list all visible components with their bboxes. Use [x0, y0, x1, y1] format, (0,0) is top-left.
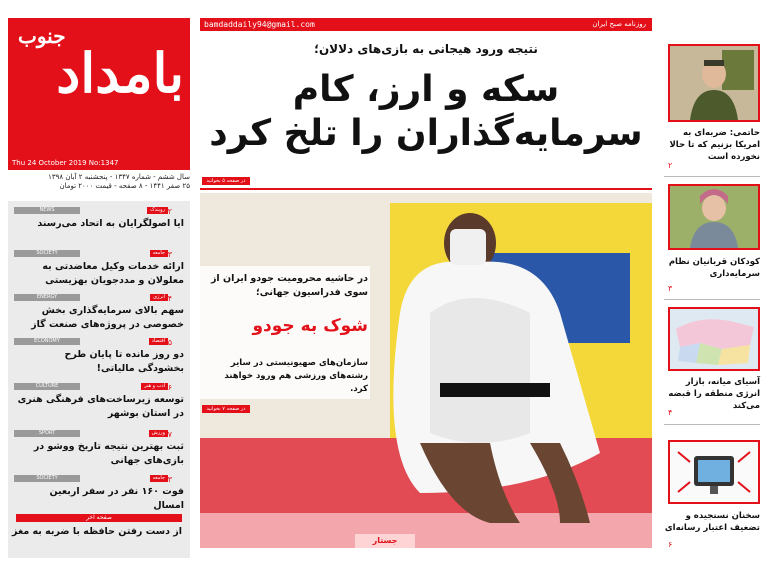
sidebar-page-number: ۴ [668, 408, 673, 417]
brief-title: سهم بالای سرمایه‌گذاری بخش خصوصی در پروژه‌های صنعت گاز [31, 305, 184, 330]
sidebar-story-title[interactable]: کودکان قربانیان نظام سرمایه‌داری [668, 257, 760, 279]
brief-page-number: ۲ [167, 207, 172, 216]
newspaper-slogan: روزنامه صبح ایران [592, 20, 646, 28]
brief-category: انرژی [150, 294, 168, 301]
photo-story-body: سازمان‌های صهیونیستی در سایر رشته‌های ورزشی هم ورود خواهند کرد. [224, 358, 368, 394]
masthead [8, 18, 190, 170]
brief-title: فوت ۱۶۰ نفر در سفر اربعین امسال [49, 486, 184, 511]
brief-category: جامعه [150, 475, 168, 482]
sidebar-image-tv[interactable] [668, 440, 760, 504]
brief-category: ورزش [149, 430, 168, 437]
last-page-title[interactable]: از دست رفتن حافظه با ضربه به مغز [12, 526, 182, 537]
brief-tag: CULTURE [14, 383, 80, 390]
photo-story-title[interactable]: شوک به جودو [252, 316, 368, 336]
minister-photo-icon [670, 46, 758, 120]
divider [664, 176, 760, 177]
sidebar-story-title[interactable]: سخنان نسنجیده و تضعیف اعتبار رسانه‌ای [664, 511, 760, 533]
sidebar-page-number: ۳ [668, 284, 673, 293]
brief-category: جامعه [150, 250, 168, 257]
central-asia-map-icon [670, 309, 758, 369]
logo-subtitle: جنوب [18, 24, 66, 48]
sidebar-image-child[interactable] [668, 184, 760, 250]
television-icon [670, 442, 758, 502]
issue-line-2: ۲۵ صفر ۱۴۴۱ - ۸ صفحه - قیمت ۲۰۰۰ تومان [59, 182, 190, 190]
brief-tag: NEWS [14, 207, 80, 214]
brief-page-number: ۴ [167, 294, 172, 303]
headline-page-ref: در صفحه ۵ بخوانید [202, 177, 250, 185]
brief-category: اقتصاد [149, 338, 168, 345]
sidebar-page-number: ۲ [668, 161, 673, 170]
sidebar-story-title[interactable]: آسیای میانه، بازار انرژی منطقه را قبضه می‌کند [668, 377, 760, 411]
english-date: Thu 24 October 2019 No:1347 [12, 159, 119, 167]
brief-title: دو روز مانده تا پایان طرح بخشودگی مالیاتی! [64, 349, 184, 374]
issue-line-1: سال ششم - شماره ۱۳۴۷ - پنجشنبه ۲ آبان ۱۳۹۸ [48, 173, 190, 181]
photo-story-kicker: در حاشیه محرومیت جودو ایران از سوی فدراسیون جهانی؛ [210, 273, 368, 298]
divider [664, 299, 760, 300]
sidebar-page-number: ۶ [668, 540, 673, 549]
brief-tag: ENERGY [14, 294, 80, 301]
newspaper-logo: بامداد [56, 41, 184, 105]
sidebar-image-map[interactable] [668, 307, 760, 371]
sidebar-image-minister[interactable] [668, 44, 760, 122]
sidebar-story-title[interactable]: حاتمی: ضربه‌ای به امریکا بزنیم که تا حالا نخورده است [669, 128, 760, 162]
brief-title: ارائه خدمات وکیل معاضدتی به معلولان و مددجویان بهزیستی [42, 261, 184, 286]
divider [664, 424, 760, 425]
headline-line-1: سکه و ارز، کام [292, 69, 560, 110]
main-headline[interactable] [200, 68, 652, 156]
brief-tag: ECONOMY [14, 338, 80, 345]
child-photo-icon [670, 186, 758, 248]
news-briefs-panel [8, 201, 190, 558]
brief-category: روبندک [147, 207, 168, 214]
divider [200, 188, 652, 190]
brief-page-number: ۳ [167, 250, 172, 259]
brief-page-number: ۷ [167, 430, 172, 439]
brief-tag: SOCIETY [14, 475, 80, 482]
brief-page-number: ۳ [167, 475, 172, 484]
brief-title: توسعه زیرساخت‌های فرهنگی هنری در استان بوشهر [17, 394, 184, 419]
brief-tag: SPORT [14, 430, 80, 437]
top-bar [200, 18, 652, 31]
brief-tag: SOCIETY [14, 250, 80, 257]
headline-line-2: سرمایه‌گذاران را تلخ کرد [209, 113, 643, 154]
last-page-label: صفحه آخر [16, 514, 182, 522]
contact-email[interactable]: bamdaddaily94@gmail.com [204, 20, 315, 29]
brief-category: ادب و هنر [141, 383, 168, 390]
brief-title: ثبت بهترین نتیجه تاریخ ووشو در بازی‌های جهانی [33, 441, 184, 466]
brief-page-number: ۶ [167, 383, 172, 392]
brief-title: ایا اصولگرایان به اتحاد می‌رسند [37, 218, 184, 229]
photo-story-page-ref: در صفحه ۷ بخوانید [202, 405, 250, 413]
photo-caption-tag: جستار [355, 534, 415, 548]
issue-info [8, 173, 190, 191]
headline-kicker: نتیجه ورود هیجانی به بازی‌های دلالان؛ [314, 42, 538, 56]
brief-page-number: ۵ [167, 338, 172, 347]
